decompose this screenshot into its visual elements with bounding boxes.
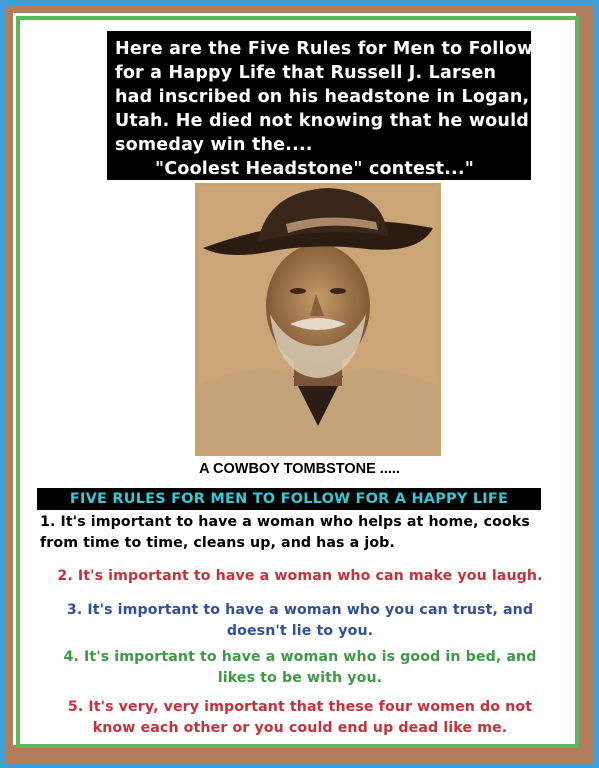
cowboy-portrait-icon <box>198 186 438 453</box>
rule-line: from time to time, cleans up, and has a job. <box>40 535 395 551</box>
rule-line: 3. It's important to have a woman who you can trust, and <box>66 602 534 618</box>
rule-line: doesn't lie to you. <box>226 623 374 639</box>
rule-line: 2. It's important to have a woman who can make you laugh. <box>57 568 543 584</box>
intro-text-box <box>107 31 534 180</box>
intro-line: for a Happy Life that Russell J. Larsen <box>115 63 497 83</box>
intro-line: had inscribed on his headstone in Logan, <box>115 87 530 107</box>
rule-line: 4. It's important to have a woman who is good in bed, and <box>63 649 537 665</box>
rule-item <box>30 566 570 587</box>
rule-item <box>30 512 570 554</box>
intro-line: Utah. He died not knowing that he would <box>115 111 529 131</box>
intro-line: Here are the Five Rules for Men to Follow <box>115 39 534 59</box>
intro-line: someday win the.... <box>115 135 313 155</box>
photo-caption: A COWBOY TOMBSTONE ..... <box>199 461 400 477</box>
rule-item <box>30 647 570 689</box>
rule-line: 5. It's very, very important that these four women do not <box>67 699 533 715</box>
rules-title: FIVE RULES FOR MEN TO FOLLOW FOR A HAPPY LIFE <box>37 488 541 510</box>
rule-line: know each other or you could end up dead like me. <box>92 720 508 736</box>
rule-item <box>30 600 570 642</box>
rule-line: likes to be with you. <box>217 670 383 686</box>
rule-line: 1. It's important to have a woman who helps at home, cooks <box>40 514 530 530</box>
rule-item <box>30 697 570 739</box>
intro-quote-line: "Coolest Headstone" contest..." <box>155 159 475 179</box>
cowboy-photo <box>195 183 441 456</box>
